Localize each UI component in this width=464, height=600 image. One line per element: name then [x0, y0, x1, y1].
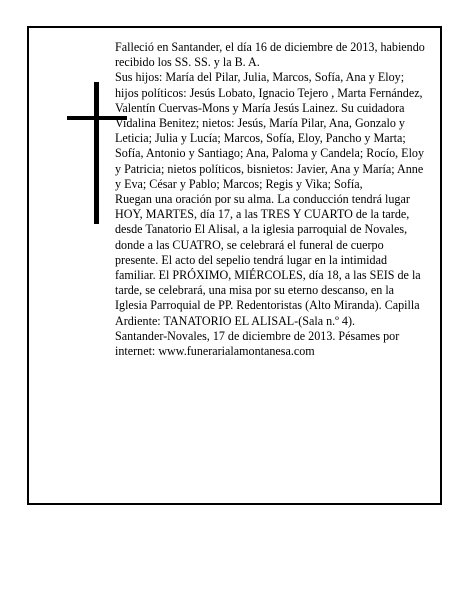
cross-vertical-bar — [94, 82, 99, 224]
obituary-text — [115, 40, 427, 359]
death-announcement: Falleció en Santander, el día 16 de diciembre de 2013, habiendo recibido los SS. SS. y la B. A. — [115, 40, 425, 70]
condolences-footer: Santander-Novales, 17 de diciembre de 2013. Pésames por internet: www.funerarialamontanesa.com — [115, 328, 400, 359]
funeral-details: Ruegan una oración por su alma. La conducción tendrá lugar HOY, MARTES, día 17, a las TRES Y CUARTO de la tarde, desde Tanatorio El Alisal, a la iglesia parroquial de Novales, donde a las CUATRO, se celebrará el funeral de cuerpo presente. El acto del sepelio tendrá lugar en la intimidad familiar. El PRÓXIMO, MIÉRCOLES, día 18, a las SEIS de la tarde, se celebrará, una misa por su eterno descanso, en la Iglesia Parroquial de PP. Redentoristas (Alto Miranda). Capilla Ardiente: TANATORIO EL ALISAL-(Sala n.º 4). — [115, 192, 421, 328]
family-list: Sus hijos: María del Pilar, Julia, Marcos, Sofía, Ana y Eloy; hijos políticos: Jesús Lobato, Ignacio Tejero , Marta Fernández, Valentín Cuervas-Mons y María Jesús Lainez. Su cuidadora Vidalina Benitez; nietos: Jesús, María Pilar, Ana, Gonzalo y Leticia; Julia y Lucía; Marcos, Sofía, Eloy, Pancho y Marta; Sofía, Antonio y Santiago; Ana, Paloma y Candela; Rocío, Eloy y Patricia; nietos políticos, bisnietos: Javier, Ana y María; Anne y Eva; César y Pablo; Marcos; Regis y Vika; Sofía, — [115, 70, 425, 191]
